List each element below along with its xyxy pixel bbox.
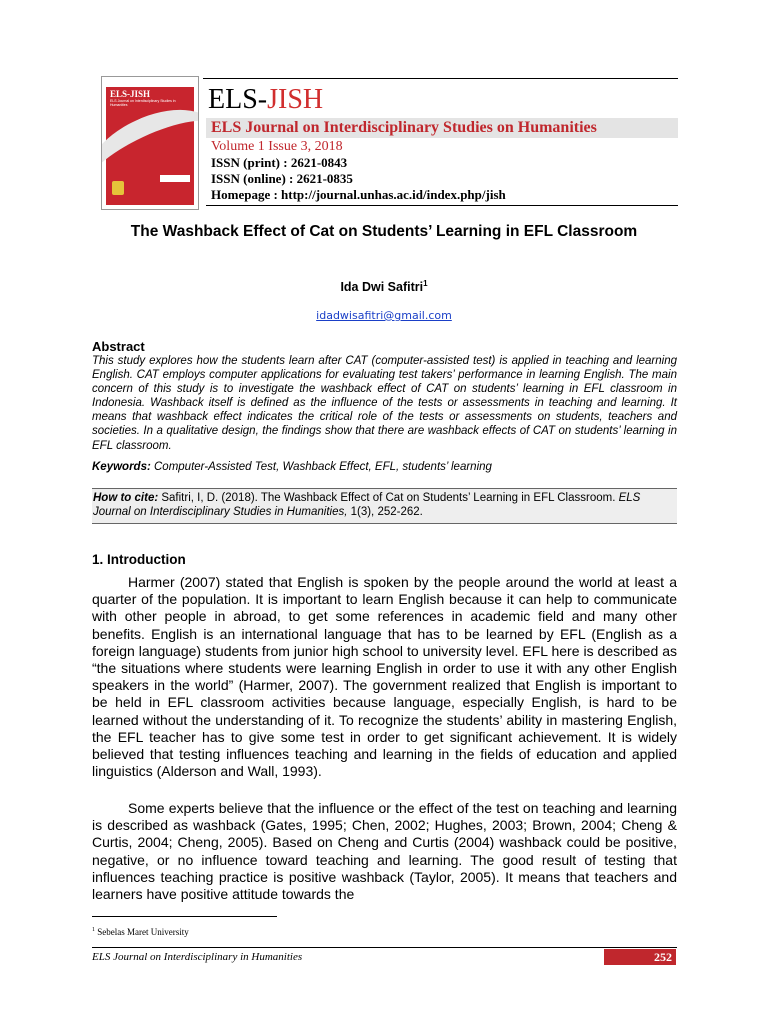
- issn-print: ISSN (print) : 2621-0843: [211, 155, 348, 170]
- keywords: [92, 460, 677, 474]
- brand-suffix: JISH: [267, 84, 324, 115]
- university-logo-icon: [112, 181, 124, 195]
- keywords-label: Keywords:: [92, 461, 151, 473]
- citation-text: [92, 491, 677, 520]
- cover-subtitle: ELS Journal on Interdisciplinary Studies in Humanities: [110, 99, 176, 107]
- footer-rule: [92, 947, 677, 948]
- author-line: [110, 276, 658, 295]
- footer-journal-name: ELS Journal on Interdisciplinary in Humanities: [92, 951, 303, 963]
- cover-title: ELS-JISH: [110, 89, 151, 99]
- citation-box: [92, 488, 677, 524]
- keywords-text: Computer-Assisted Test, Washback Effect, EFL, students’ learning: [150, 461, 492, 473]
- article-title: The Washback Effect of Cat on Students’ Learning in EFL Classroom: [130, 223, 638, 240]
- header-top-rule: [203, 78, 678, 79]
- volume-issue: Volume 1 Issue 3, 2018: [211, 139, 343, 154]
- issn-online: ISSN (online) : 2621-0835: [211, 171, 353, 186]
- introduction-paragraph-1: Harmer (2007) stated that English is spoken by the people around the world at least a quarter of the population. It is important to learn English because it can help to communicate with other people in abroad, to get some references in academic field and many other benefits. English is an international language that has to be learned by EFL (English as a foreign language) students from junior high school to university level. EFL here is described as “the situations where students were learning English in order to use it with any other English speakers in the world” (Harmer, 2007). The government realized that English is important to be held in EFL classroom activities because language, especially English, is hard to be learned without the understanding of it. To recognize the students’ ability in mastering English, the EFL teacher has to give some test in order to get significant achievement. It is widely believed that testing influences teaching and learning in the fields of education and applied linguistics (Alderson and Wall, 1993).: [92, 574, 677, 780]
- citation-tail: 1(3), 252-262.: [347, 506, 423, 519]
- citation-label: How to cite:: [93, 492, 159, 504]
- journal-cover-thumbnail: [101, 76, 199, 210]
- footnote-marker: 1: [92, 927, 95, 933]
- abstract-heading: Abstract: [92, 339, 145, 354]
- introduction-paragraph-2: Some experts believe that the influence or the effect of the test on teaching and learning is described as washback (Gates, 1995; Chen, 2002; Hughes, 2003; Brown, 2004; Cheng & Curtis, 2004; Cheng, 2005). Based on Cheng and Curtis (2004) washback could be positive, negative, or no influence toward teaching and learning. The good result of testing that influences teaching practice is positive washback (Taylor, 2005). It means that teachers and learners have positive attitude towards the: [92, 800, 677, 903]
- author-email-link[interactable]: idadwisafitri@gmail.com: [316, 309, 452, 322]
- citation-main: Safitri, I, D. (2018). The Washback Effect of Cat on Students’ Learning in EFL Classroom.: [158, 492, 619, 504]
- author-name: Ida Dwi Safitri: [340, 280, 424, 295]
- page-number: 252: [654, 950, 672, 964]
- footnote-rule: [92, 916, 277, 917]
- citation-journal: ELS Journal on Interdisciplinary Studies in Humanities,: [93, 492, 641, 519]
- journal-brand: [208, 84, 323, 116]
- introduction-heading: 1. Introduction: [92, 552, 186, 567]
- journal-name: ELS Journal on Interdisciplinary Studies on Humanities: [211, 119, 597, 136]
- brand-prefix: ELS-: [208, 84, 268, 115]
- header-bottom-rule: [206, 205, 678, 206]
- cover-badge: [160, 175, 190, 182]
- footnote: [92, 925, 189, 938]
- author-footnote-marker: 1: [423, 279, 428, 288]
- abstract-text: This study explores how the students learn after CAT (computer-assisted test) is applied in teaching and learning English. CAT employs computer applications for evaluating test takers’ performance in learning English. The main concern of this study is to investigate the washback effect of CAT on students’ learning in EFL classroom in Indonesia. Washback itself is defined as the influence of the tests or assessments in teaching and learning. It means that washback effect indicates the critical role of the tests or assessments on students, teachers and societies. In a qualitative design, the findings show that there are washback effects of CAT on students’ learning in EFL classroom.: [92, 355, 677, 452]
- journal-homepage: Homepage : http://journal.unhas.ac.id/index.php/jish: [211, 187, 506, 202]
- footnote-text: Sebelas Maret University: [95, 927, 189, 937]
